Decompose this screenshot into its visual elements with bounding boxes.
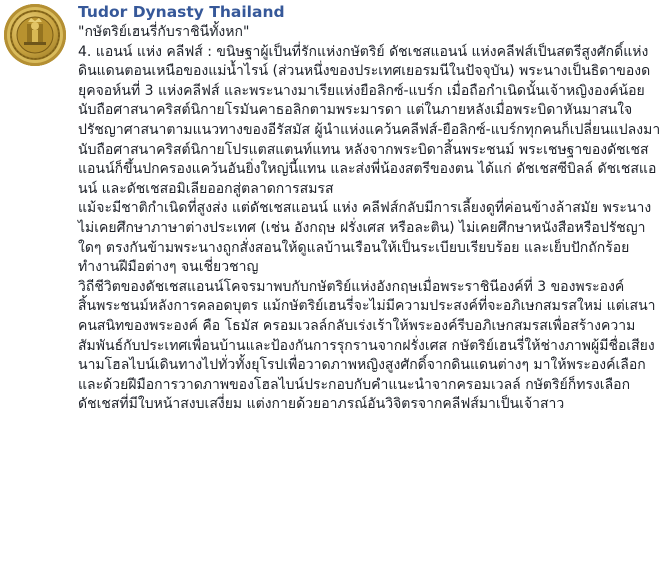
post-paragraph: 4. แอนน์ แห่ง คลีฟส์ : ขนิษฐาผู้เป็นที่รักแห่งกษัตริย์ ดัชเชสแอนน์ แห่งคลีฟส์เป็นสตรีสูงศักดิ์แห่งดินแดนตอนเหนือของแม่น้ำไรน์ (ส่วนหนึ่งของประเทศเยอรมนีในปัจจุบัน) พระนางเป็นธิดาของดยุคจอห์นที่ 3 แห่งคลีฟส์ และพระนางมาเรียแห่งยือลิกซ์-แบร์ก เมื่อถือกำเนิดนั้นเจ้าหญิงองค์น้อยนับถือศาสนาคริสต์นิกายโรมันคาธอลิกตามพระมารดา แต่ในภายหลังเมื่อพระบิดาหันมาสนใจปรัชญาศาสนาตามแนวทางของอีรัสมัส ผู้นำแห่งแคว้นคลีฟส์-ยือลิกซ์-แบร์กทุกคนก็เปลี่ยนแปลงมานับถือศาสนาคริสต์นิกายโปรแตสแตนท์แทน หลังจากพระบิดาสิ้นพระชนม์ พระเชษฐาของดัชเชสแอนน์ก็ขึ้นปกครองแคว้นอันยิ่งใหญ่นี้แทน และส่งพี่น้องสตรีของตน ได้แก่ ดัชเชสซีบิลล์ ดัชเชสแอนน์ และดัชเชสอมิเลียออกสู่ตลาดการสมรส — [78, 43, 661, 197]
page-avatar[interactable] — [4, 4, 66, 66]
post-content — [78, 2, 663, 415]
post-paragraph: แม้จะมีชาติกำเนิดที่สูงส่ง แต่ดัชเชสแอนน์ แห่ง คลีฟส์กลับมีการเลี้ยงดูที่ค่อนข้างล้าสมัย พระนางไม่เคยศึกษาภาษาต่างประเทศ (เช่น อังกฤษ ฝรั่งเศส หรือละติน) ไม่เคยศึกษาหนังสือหรือปรัชญาใดๆ ตรงกันข้ามพระนางถูกสั่งสอนให้ดูแลบ้านเรือนให้เป็นระเบียบเรียบร้อย และเย็บปักถักร้อย ทำงานฝีมือต่างๆ จนเชี่ยวชาญ — [78, 200, 652, 276]
post-paragraph: "กษัตริย์เฮนรี่กับราชินีทั้งหก" — [78, 24, 250, 40]
post-paragraph: วิถีชีวิตของดัชเชสแอนน์โคจรมาพบกับกษัตริย์แห่งอังกฤษเมื่อพระราชินีองค์ที่ 3 ของพระองค์สิ้นพระชนม์หลังการคลอดบุตร แม้กษัตริย์เฮนรี่จะไม่มีความประสงค์ที่จะอภิเษกสมรสใหม่ แต่เสนาคนสนิทของพระองค์ คือ โธมัส ครอมเวลล์กลับเร่งเร้าให้พระองค์รีบอภิเษกสมรสเพื่อสร้างความสัมพันธ์กับประเทศเพื่อนบ้านและป้องกันการรุกรานจากฝรั่งเศส กษัตริย์เฮนรี่ให้ช่างภาพผู้มีชื่อเสียงนามโฮลไบน์เดินทางไปทั่วทั้งยุโรปเพื่อวาดภาพหญิงสูงศักดิ์จากดินแดนต่างๆ มาให้พระองค์เลือก และด้วยฝีมือการวาดภาพของโฮลไบน์ประกอบกับคำแนะนำจากครอมเวลล์ กษัตริย์ก็ทรงเลือกดัชเชสที่มีใบหน้าสงบเสงี่ยม แต่งกายด้วยอาภรณ์อันวิจิตรจากคลีฟส์มาเป็นเจ้าสาว — [78, 278, 656, 413]
post-text — [78, 23, 663, 415]
page-name-link[interactable]: Tudor Dynasty Thailand — [78, 3, 285, 21]
